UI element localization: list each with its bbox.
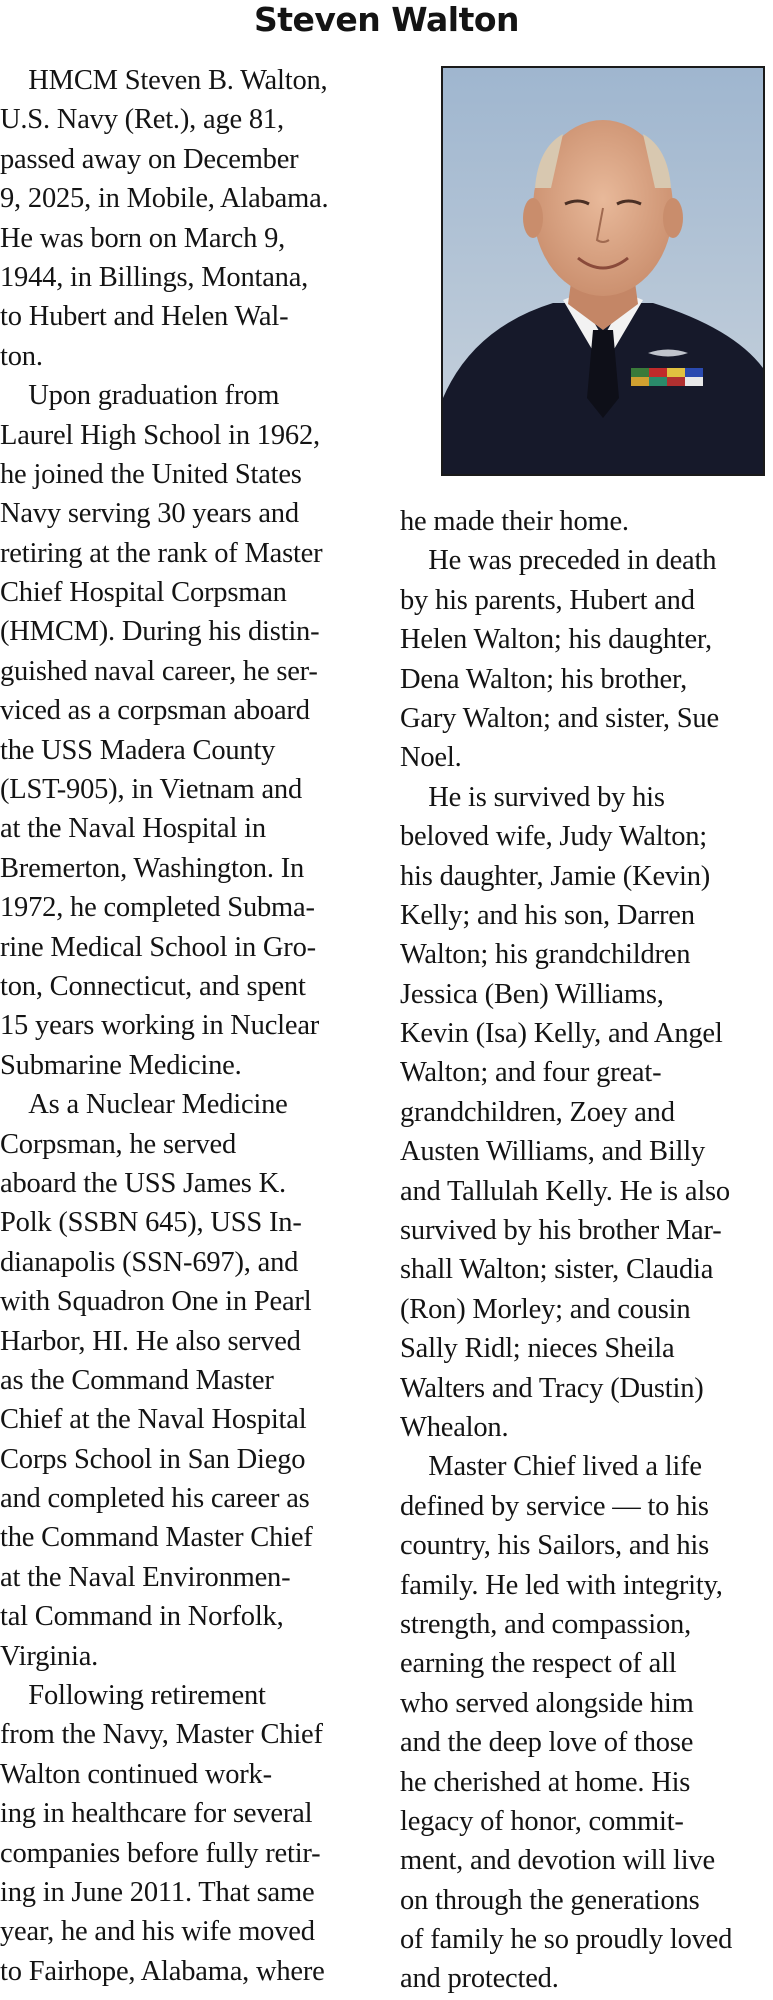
text-line: with Squadron One in Pearl [0, 1286, 312, 1318]
text-line: by his parents, Hubert and [400, 584, 695, 616]
text-line: Austen Williams, and Billy [400, 1136, 706, 1168]
text-line: He was born on March 9, [0, 222, 286, 254]
text-line: Chief Hospital Corpsman [0, 577, 287, 609]
obituary-column-right [400, 502, 732, 1999]
text-line: the Command Master Chief [0, 1522, 313, 1554]
text-line: Helen Walton; his daughter, [400, 624, 712, 656]
text-line: 1944, in Billings, Montana, [0, 261, 309, 293]
text-line: to Fairhope, Alabama, where [0, 1955, 325, 1987]
text-line: grandchildren, Zoey and [400, 1096, 675, 1128]
text-line: and completed his career as [0, 1483, 310, 1515]
obituary-title: Steven Walton [253, 0, 520, 39]
text-line: Following retirement [0, 1680, 266, 1712]
text-line: aboard the USS James K. [0, 1167, 286, 1199]
text-line: beloved wife, Judy Walton; [400, 821, 708, 853]
text-line: (HMCM). During his distin- [0, 616, 320, 648]
text-line: Walton continued work- [0, 1758, 272, 1790]
text-line: shall Walton; sister, Claudia [400, 1254, 714, 1286]
text-line: from the Navy, Master Chief [0, 1719, 323, 1751]
portrait-photo [441, 66, 765, 476]
text-line: and protected. [400, 1963, 559, 1995]
text-line: ing in healthcare for several [0, 1798, 313, 1830]
text-line: Bremerton, Washington. In [0, 852, 305, 884]
text-line: defined by service — to his [400, 1490, 709, 1522]
text-line: He was preceded in death [400, 545, 717, 577]
text-line: dianapolis (SSN-697), and [0, 1246, 299, 1278]
text-line: retiring at the rank of Master [0, 537, 323, 569]
text-line: companies before fully retir- [0, 1837, 321, 1869]
text-line: Harbor, HI. He also served [0, 1325, 301, 1357]
text-line: (Ron) Morley; and cousin [400, 1293, 691, 1325]
text-line: earning the respect of all [400, 1648, 677, 1680]
text-line: HMCM Steven B. Walton, [0, 65, 328, 96]
text-line: and the deep love of those [400, 1727, 694, 1759]
text-line: family. He led with integrity, [400, 1569, 723, 1601]
text-line: Walters and Tracy (Dustin) [400, 1372, 704, 1404]
text-line: the USS Madera County [0, 734, 276, 766]
text-line: country, his Sailors, and his [400, 1530, 709, 1562]
text-line: viced as a corpsman aboard [0, 695, 310, 727]
text-line: Walton; and four great- [400, 1057, 662, 1089]
text-line: 15 years working in Nuclear [0, 1010, 320, 1042]
text-line: Upon graduation from [0, 380, 280, 412]
text-line: to Hubert and Helen Wal- [0, 301, 289, 333]
text-line: Whealon. [400, 1411, 509, 1443]
text-line: Walton; his grandchildren [400, 939, 691, 971]
text-line: ing in June 2011. That same [0, 1876, 315, 1908]
text-line: Chief at the Naval Hospital [0, 1404, 307, 1436]
text-line: Laurel High School in 1962, [0, 419, 320, 451]
text-line: (LST-905), in Vietnam and [0, 774, 303, 806]
text-line: ton, Connecticut, and spent [0, 970, 306, 1002]
text-line: Virginia. [0, 1640, 99, 1672]
text-line: tal Command in Norfolk, [0, 1601, 284, 1633]
text-line: he made their home. [400, 506, 629, 537]
obituary-column-left [0, 61, 328, 1991]
text-line: Kevin (Isa) Kelly, and Angel [400, 1018, 723, 1050]
text-line: on through the generations [400, 1884, 700, 1916]
text-line: He is survived by his [400, 781, 665, 813]
text-line: ton. [0, 340, 43, 372]
text-line: survived by his brother Mar- [400, 1215, 722, 1247]
text-line: passed away on December [0, 143, 299, 175]
text-line: at the Naval Environmen- [0, 1561, 291, 1593]
text-line: he cherished at home. His [400, 1766, 691, 1798]
text-line: U.S. Navy (Ret.), age 81, [0, 104, 284, 136]
text-line: year, he and his wife moved [0, 1916, 315, 1948]
text-line: legacy of honor, commit- [400, 1805, 684, 1837]
text-line: as the Command Master [0, 1364, 274, 1396]
text-line: his daughter, Jamie (Kevin) [400, 860, 711, 892]
text-line: Jessica (Ben) Williams, [400, 978, 664, 1010]
text-line: Dena Walton; his brother, [400, 663, 688, 695]
text-line: 9, 2025, in Mobile, Alabama. [0, 183, 329, 215]
text-line: and Tallulah Kelly. He is also [400, 1175, 730, 1207]
text-line: Master Chief lived a life [400, 1451, 702, 1483]
text-line: Corps School in San Diego [0, 1443, 306, 1475]
text-line: Corpsman, he served [0, 1128, 237, 1160]
text-line: As a Nuclear Medicine [0, 1089, 288, 1121]
text-line: ment, and devotion will live [400, 1845, 715, 1877]
text-line: Navy serving 30 years and [0, 498, 299, 530]
text-line: strength, and compassion, [400, 1608, 692, 1640]
text-line: Polk (SSBN 645), USS In- [0, 1207, 302, 1239]
text-line: of family he so proudly loved [400, 1924, 733, 1956]
text-line: guished naval career, he ser- [0, 655, 318, 687]
text-line: at the Naval Hospital in [0, 813, 266, 845]
text-line: Gary Walton; and sister, Sue [400, 702, 719, 734]
text-line: Kelly; and his son, Darren [400, 899, 695, 931]
text-line: he joined the United States [0, 458, 302, 490]
text-line: 1972, he completed Subma- [0, 892, 315, 924]
text-line: rine Medical School in Gro- [0, 931, 316, 963]
text-line: who served alongside him [400, 1687, 694, 1719]
text-line: Submarine Medicine. [0, 1049, 242, 1081]
text-line: Noel. [400, 742, 462, 774]
text-line: Sally Ridl; nieces Sheila [400, 1333, 675, 1365]
